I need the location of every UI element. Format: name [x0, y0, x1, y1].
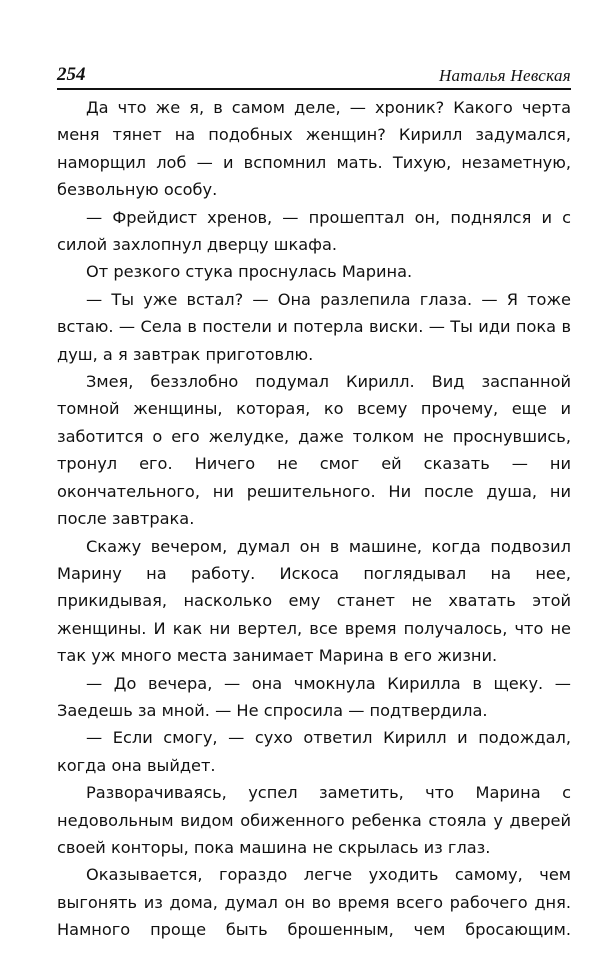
- paragraph: От резкого стука проснулась Марина.: [86, 262, 413, 282]
- paragraph: — До вечера, — она чмокнула Кирилла в щеку. — Заедешь за мной. — Не спросила — подтвердила.: [57, 673, 571, 720]
- paragraph: Оказывается, гораздо легче уходить самому, чем выгонять из дома, думал он во время всего рабочего дня. Намного проще быть брошенным, чем бросающим.: [57, 865, 571, 940]
- paragraph: — Если смогу, — сухо ответил Кирилл и подождал, когда она выйдет.: [57, 728, 571, 775]
- running-head-author: Наталья Невская: [438, 66, 571, 85]
- paragraph: Скажу вечером, думал он в машине, когда подвозил Марину на работу. Искоса поглядывал на нее, прикидывая, насколько ему станет не хватать этой женщины. И как ни вертел, все время получалось, что не так уж много места занимает Марина в его жизни.: [57, 536, 571, 666]
- page-header: [57, 66, 571, 90]
- paragraph: Змея, беззлобно подумал Кирилл. Вид заспанной томной женщины, которая, ко всему прочему, еще и заботится о его желудке, даже толком не проснувшись, тронул его. Ничего не смог ей сказать — ни окончательного, ни решительного. Ни после душа, ни после завтрака.: [57, 372, 571, 529]
- paragraph: — Фрейдист хренов, — прошептал он, поднялся и с силой захлопнул дверцу шкафа.: [57, 207, 571, 255]
- page-number: 254: [57, 64, 86, 85]
- body-text: [57, 94, 571, 944]
- paragraph: Разворачиваясь, успел заметить, что Марина с недовольным видом обиженного ребенка стояла у дверей своей конторы, пока машина не скрылась из глаз.: [57, 783, 571, 857]
- paragraph: Да что же я, в самом деле, — хроник? Какого черта меня тянет на подобных женщин? Кирилл задумался, наморщил лоб — и вспомнил мать. Тихую, незаметную, безвольную особу.: [57, 98, 571, 200]
- paragraph: — Ты уже встал? — Она разлепила глаза. — Я тоже встаю. — Села в постели и потерла виски. — Ты иди пока в душ, а я завтрак приготовлю.: [57, 289, 571, 364]
